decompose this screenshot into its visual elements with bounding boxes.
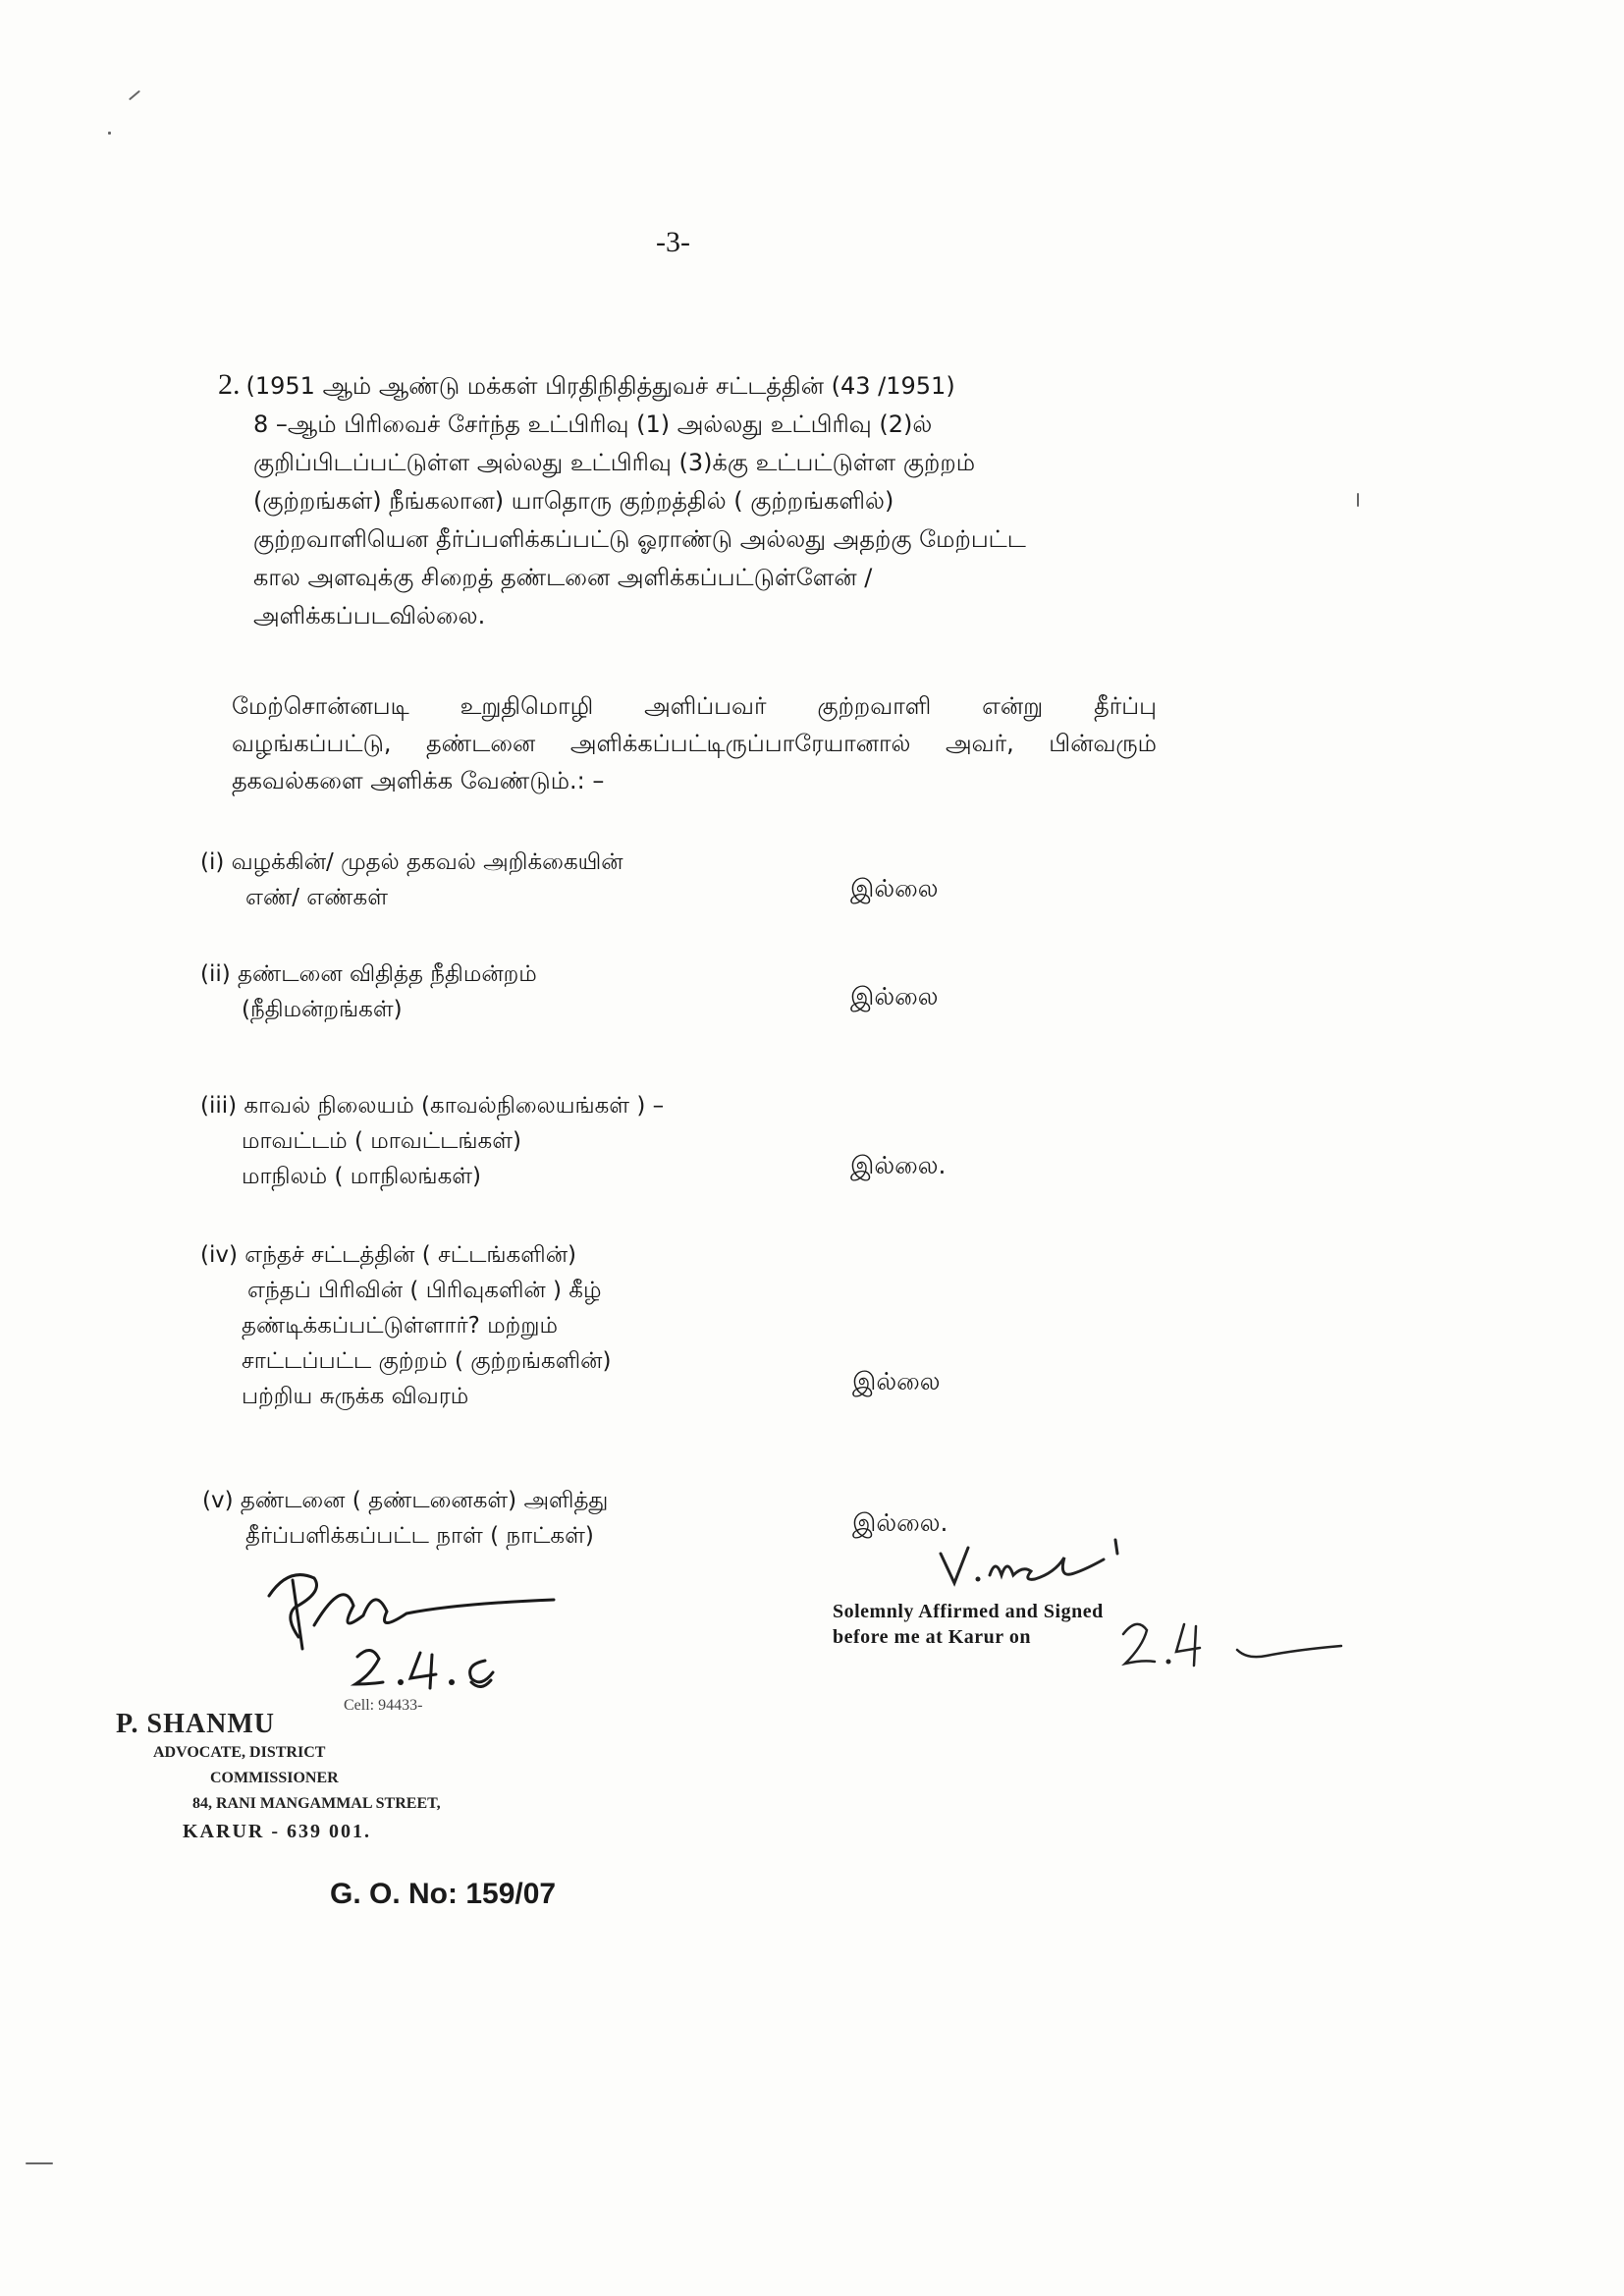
stamp-line: 84, RANI MANGAMMAL STREET, [192,1795,441,1812]
intro-word: மேற்சொன்னபடி [232,692,409,720]
stamp-line: ADVOCATE, DISTRICT [153,1744,326,1761]
clause-2 [218,365,1200,635]
item-v [202,1483,608,1554]
item-answer: இல்லை [852,1367,941,1395]
item-answer: இல்லை [850,874,939,902]
clause-text-line: 8 –ஆம் பிரிவைச் சேர்ந்த உட்பிரிவு (1) அல்லது உட்பிரிவு (2)ல் [253,410,933,438]
stamp-name: P. SHANMU [116,1709,275,1739]
intro-word: பின்வரும் [1049,730,1157,757]
item-iv [200,1237,611,1414]
item-label: எண்/ எண்கள் [245,885,388,910]
intro-line-3: தகவல்களை அளிக்க வேண்டும்.: – [232,767,605,794]
item-label: பற்றிய சுருக்க விவரம் [242,1384,469,1409]
stamp-line: KARUR - 639 001. [183,1821,371,1842]
affirmation-line: before me at Karur on [833,1626,1031,1648]
item-answer: இல்லை. [850,1151,947,1179]
affirmation-text [833,1599,1104,1650]
item-label: மாவட்டம் ( மாவட்டங்கள்) [242,1128,521,1154]
intro-word: அவர், [945,730,1014,757]
intro-word: குற்றவாளி [817,692,932,720]
clause-text-line: குற்றவாளியென தீர்ப்பளிக்கப்பட்டு ஓராண்டு அல்லது அதற்கு மேற்பட்ட [253,525,1026,553]
intro-line-2 [232,725,1157,762]
intro-word: வழங்கப்பட்டு, [232,730,392,757]
intro-word: தண்டனை [426,730,536,757]
item-label: (நீதிமன்றங்கள்) [242,997,403,1022]
stamp-line: COMMISSIONER [210,1770,339,1786]
intro-line-1 [232,687,1157,725]
scan-speck [108,132,111,135]
intro-word: அளிப்பவர் [644,692,767,720]
clause-number: 2. [218,368,241,401]
affirmation-date-signature [1119,1611,1355,1679]
scan-speck [1357,493,1359,507]
intro-word: தீர்ப்பு [1094,692,1157,720]
clause-text-line: (குற்றங்கள்) நீங்கலான) யாதொரு குற்றத்தில் ( குற்றங்களில்) [253,487,894,515]
item-label: (i) வழக்கின்/ முதல் தகவல் அறிக்கையின் [200,849,623,875]
affirmation-line: Solemnly Affirmed and Signed [833,1601,1104,1622]
notary-cell-number: Cell: 94433- [344,1697,423,1714]
deponent-signature [933,1532,1188,1601]
item-label: எந்தப் பிரிவின் ( பிரிவுகளின் ) கீழ் [247,1278,602,1303]
intro-word: அளிக்கப்பட்டிருப்பாரேயானால் [569,730,911,757]
item-label: (ii) தண்டனை விதித்த நீதிமன்றம் [200,961,537,987]
item-i [200,845,623,915]
item-answer: இல்லை [850,982,939,1011]
item-label: மாநிலம் ( மாநிலங்கள்) [242,1164,482,1189]
clause-text-line: கால அளவுக்கு சிறைத் தண்டனை அளிக்கப்பட்டுள்ளேன் / [253,564,873,591]
item-label: (v) தண்டனை ( தண்டனைகள்) அளித்து [202,1488,609,1513]
go-number: G. O. No: 159/07 [330,1878,557,1910]
item-answer: இல்லை. [852,1508,948,1537]
intro-paragraph [232,687,1157,799]
scan-speck [129,90,140,101]
item-label: தீர்ப்பளிக்கப்பட்ட நாள் ( நாட்கள்) [245,1523,594,1549]
page-number: -3- [656,226,690,258]
clause-text-line: குறிப்பிடப்பட்டுள்ள அல்லது உட்பிரிவு (3)க்கு உட்பட்டுள்ள குற்றம் [253,449,975,476]
intro-word: என்று [982,692,1044,720]
scan-speck [26,2162,53,2164]
clause-text-line: அளிக்கப்படவில்லை. [253,602,486,629]
intro-word: உறுதிமொழி [460,692,594,720]
item-label: சாட்டப்பட்ட குற்றம் ( குற்றங்களின்) [242,1348,612,1374]
item-label: (iii) காவல் நிலையம் (காவல்நிலையங்கள் ) – [200,1093,665,1119]
item-ii [200,957,537,1027]
clause-text-line: (1951 ஆம் ஆண்டு மக்கள் பிரதிநிதித்துவச் சட்டத்தின் (43 /1951) [245,372,955,400]
item-iii [200,1088,664,1194]
notary-signature [263,1566,577,1704]
item-label: தண்டிக்கப்பட்டுள்ளார்? மற்றும் [242,1313,558,1339]
clause-line-1 [218,365,1200,406]
item-label: (iv) எந்தச் சட்டத்தின் ( சட்டங்களின்) [200,1242,576,1268]
